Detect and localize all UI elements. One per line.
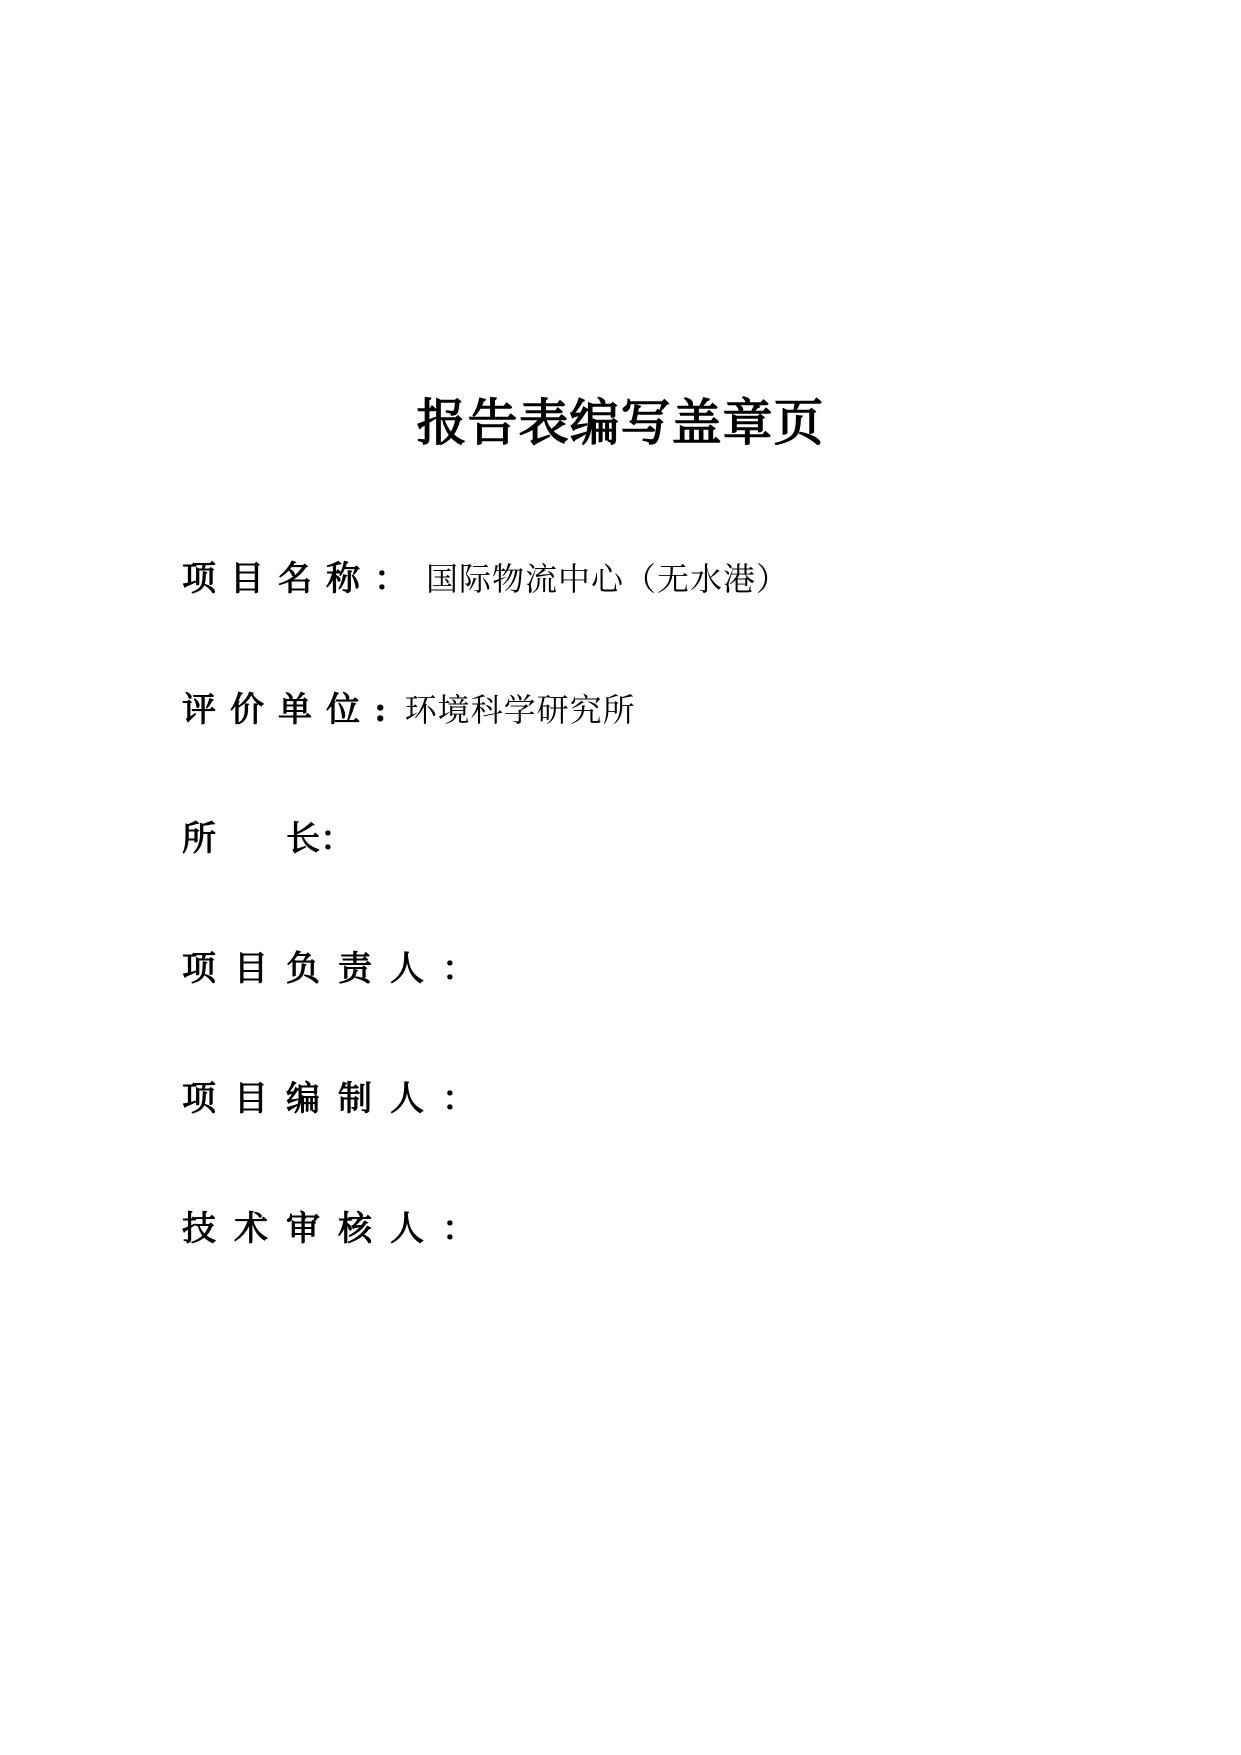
field-label: 评价单位: xyxy=(182,690,401,730)
field-project-lead xyxy=(182,949,498,989)
field-label-part-2: 长： xyxy=(286,819,354,859)
field-evaluation-unit xyxy=(182,690,636,730)
field-value: 环境科学研究所 xyxy=(404,691,636,729)
field-label-part-1: 所 xyxy=(182,819,216,859)
field-label: 项目负责人： xyxy=(182,949,494,989)
field-label: 项目编制人： xyxy=(182,1079,494,1119)
field-value: 国际物流中心（无水港） xyxy=(426,560,790,598)
page-title: 报告表编写盖章页 xyxy=(416,393,825,452)
field-technical-reviewer xyxy=(182,1209,498,1249)
field-project-compiler xyxy=(182,1079,498,1119)
field-label: 技术审核人： xyxy=(182,1209,494,1249)
field-label: 项目名称： xyxy=(182,559,422,599)
field-director xyxy=(182,819,358,859)
field-project-name xyxy=(182,559,790,599)
